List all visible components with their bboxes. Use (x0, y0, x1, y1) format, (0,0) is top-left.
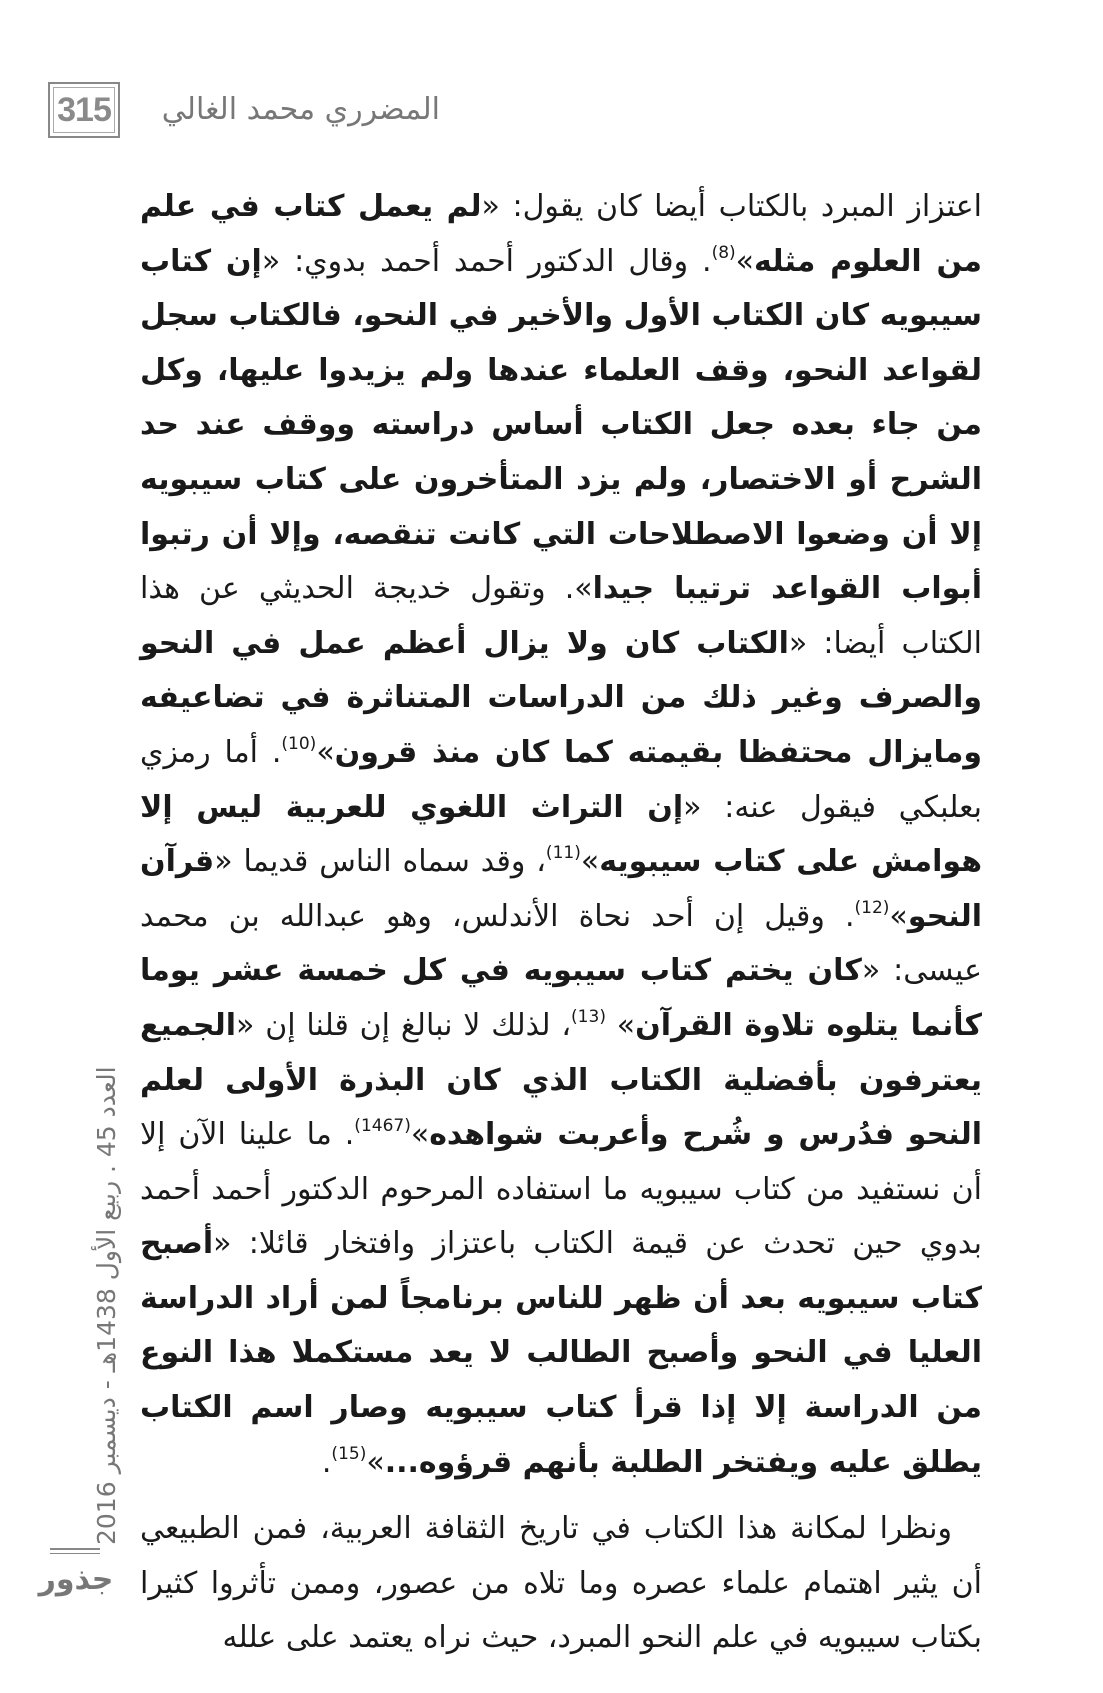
footnote-ref-8: (8) (711, 242, 736, 263)
text-span: . (321, 1444, 332, 1480)
footnote-ref-15: (15) (331, 1443, 367, 1464)
article-body (140, 180, 982, 1666)
text-span: » (580, 844, 600, 880)
text-span: . وقيل إن أحد نحاة الأندلس، وهو عبدالله بن محمد عيسى: « (140, 898, 983, 989)
quote-2: إن كتاب سيبويه كان الكتاب الأول والأخير في النحو، فالكتاب سجل لقواعد النحو، وقف العلماء عندها ولم يزيدوا عليها، وكل من جاء بعده جعل الكتاب أساس دراسته ووقف عند حد الشرح أو الاختصار، ولم يزد المتأخرون على كتاب سيبويه إلا أن وضعوا الاصطلاحات التي كانت تنقصه، وإلا أن رتبوا أبواب القواعد ترتيبا جيدا (140, 243, 982, 607)
footnote-ref-1467: (1467) (354, 1116, 411, 1137)
text-span: » (735, 243, 755, 279)
text-span: ». وتقول خديجة الحديثي عن هذا الكتاب أيضا: « (140, 571, 982, 661)
page-number: 315 (53, 87, 115, 133)
text-span: » (889, 898, 908, 934)
footnote-ref-10: (10) (281, 733, 317, 754)
running-header-author: المضرري محمد الغالي (161, 92, 440, 127)
quote-1: لم يعمل كتاب في علم من العلوم مثله (140, 189, 983, 279)
sidebar-divider (50, 1548, 100, 1550)
text-span: ، لذلك لا نبالغ إن قلنا إن « (236, 1007, 572, 1043)
text-span: . وقال الدكتور أحمد أحمد بدوي: « (261, 243, 712, 279)
text-span: اعتزاز المبرد بالكتاب أيضا كان يقول: « (481, 189, 982, 224)
text-span: . ما علينا الآن إلا أن نستفيد من كتاب سيبويه ما استفاده المرحوم الدكتور أحمد أحمد بدوي حين تحدث عن قيمة الكتاب باعتزاز وافتخار قائلا: « (140, 1117, 982, 1262)
text-span: » (366, 1444, 385, 1480)
quote-3: الكتاب كان ولا يزال أعظم عمل في النحو والصرف وغير ذلك من الدراسات المتناثرة في تضاعيفه ومايزال محتفظا بقيمته كما كان منذ قرون (140, 625, 982, 770)
footnote-ref-13: (13) (571, 1006, 606, 1027)
footnote-ref-11: (11) (545, 843, 581, 864)
text-span: » (605, 1007, 636, 1043)
paragraph-2: ونظرا لمكانة هذا الكتاب في تاريخ الثقافة العربية، فمن الطبيعي أن يثير اهتمام علماء عصره وما تلاه من عصور، وممن تأثروا كثيرا بكتاب سيبويه في علم النحو المبرد، حيث نراه يعتمد على علله (140, 1511, 982, 1656)
quote-7: الجميع يعترفون بأفضلية الكتاب الذي كان البذرة الأولى لعلم النحو فدُرس و شُرح وأعربت شواهده (140, 1007, 983, 1153)
quote-6: كان يختم كتاب سيبويه في كل خمسة عشر يوما كأنما يتلوه تلاوة القرآن (140, 953, 983, 1043)
page-number-box (48, 82, 120, 138)
sidebar-divider-thin (50, 1553, 100, 1554)
text-span: » (410, 1117, 430, 1153)
issue-info: العدد 45 . ربيع الأول 1438هـ - ديسمبر 2016 (92, 1066, 121, 1545)
journal-logo: جذور (38, 1562, 114, 1597)
quote-4: إن التراث اللغوي للعربية ليس إلا هوامش على كتاب سيبويه (140, 789, 982, 880)
footnote-ref-12: (12) (854, 897, 890, 918)
quote-8: أصبح كتاب سيبويه بعد أن ظهر للناس برنامجاً لمن أراد الدراسة العليا في النحو وأصبح الطالب لا يعد مستكملا هذا النوع من الدراسة إلا إذا قرأ كتاب سيبويه وصار اسم الكتاب يطلق عليه ويفتخر الطلبة بأنهم قرؤوه... (140, 1226, 982, 1480)
text-span: . أما رمزي بعلبكي فيقول عنه: « (140, 734, 982, 825)
paragraph-1 (140, 180, 982, 1490)
quote-5: قرآن النحو (140, 844, 982, 934)
text-span: » (316, 734, 335, 770)
text-span: ، وقد سماه الناس قديما « (214, 844, 546, 880)
